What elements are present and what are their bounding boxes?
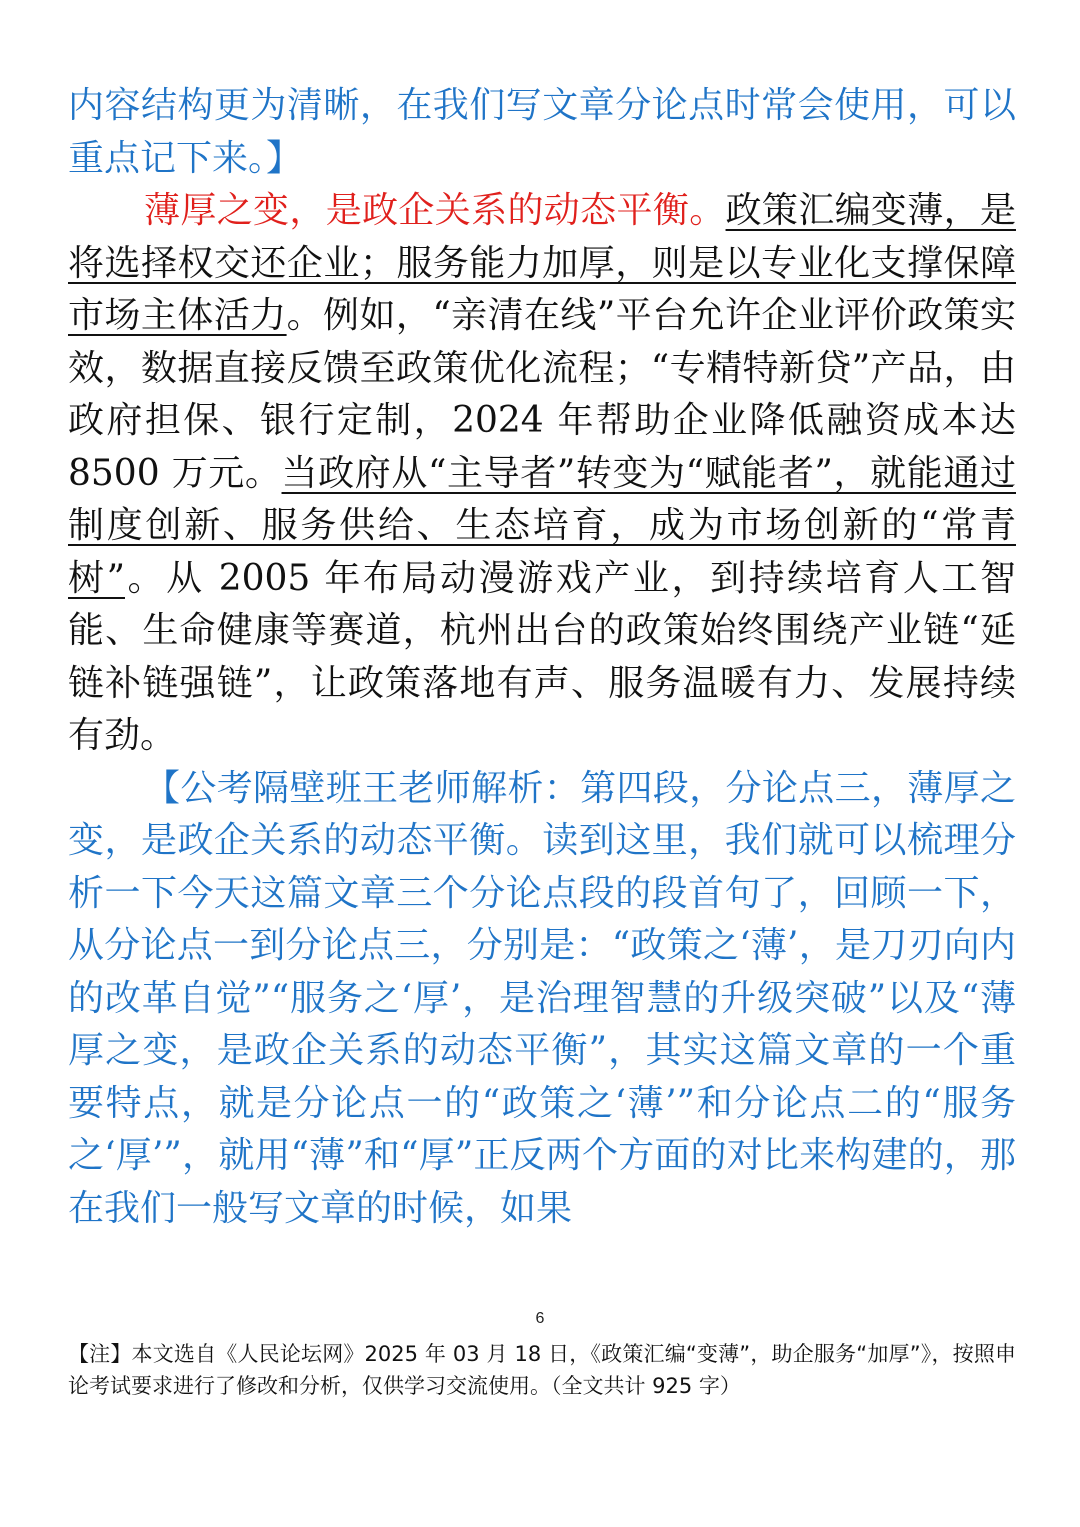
sub-point-heading: 薄厚之变，是政企关系的动态平衡。 bbox=[144, 190, 726, 231]
section-four-paragraph bbox=[68, 185, 1016, 763]
closing-text: 。从 2005 年布局动漫游戏产业，到持续培育人工智能、生命健康等赛道，杭州出台的政策始终围绕产业链“延链补链强链”，让政策落地有声、服务温暖有力、发展持续有劲。 bbox=[68, 557, 1016, 756]
document-body bbox=[68, 80, 1016, 1235]
example-text: 。例如，“亲清在线”平台允许企业评价政策实效，数据直接反馈至政策优化流程；“专精特新贷”产品，由政府担保、银行定制，2024 年帮助企业降低融资成本达 8500 万元。 bbox=[68, 295, 1016, 494]
underlined-sentence-2: 当政府从“主导者”转变为“赋能者”，就能通过制度创新、服务供给、生态培育，成为市场创新的“常青树” bbox=[68, 452, 1016, 599]
source-footnote: 【注】本文选自《人民论坛网》2025 年 03 月 18 日，《政策汇编“变薄”，助企服务“加厚”》，按照申论考试要求进行了修改和分析，仅供学习交流使用。（全文共计 925 字） bbox=[68, 1342, 1016, 1398]
page-number: 6 bbox=[535, 1310, 545, 1327]
underlined-sentence-1: 政策汇编变薄，是将选择权交还企业；服务能力加厚，则是以专业化支撑保障市场主体活力 bbox=[68, 190, 1016, 336]
analysis-continuation-paragraph: 内容结构更为清晰，在我们写文章分论点时常会使用，可以重点记下来。】 bbox=[68, 85, 1016, 179]
teacher-analysis-paragraph: 【公考隔壁班王老师解析：第四段，分论点三，薄厚之变，是政企关系的动态平衡。读到这里，我们就可以梳理分析一下今天这篇文章三个分论点段的段首句了，回顾一下，从分论点一到分论点三，分别是：“政策之‘薄’，是刀刃向内的改革自觉”“服务之‘厚’，是治理智慧的升级突破”以及“薄厚之变，是政企关系的动态平衡”，其实这篇文章的一个重要特点，就是分论点一的“政策之‘薄’”和分论点二的“服务之‘厚’”，就用“薄”和“厚”正反两个方面的对比来构建的，那在我们一般写文章的时候，如果 bbox=[68, 767, 1016, 1229]
